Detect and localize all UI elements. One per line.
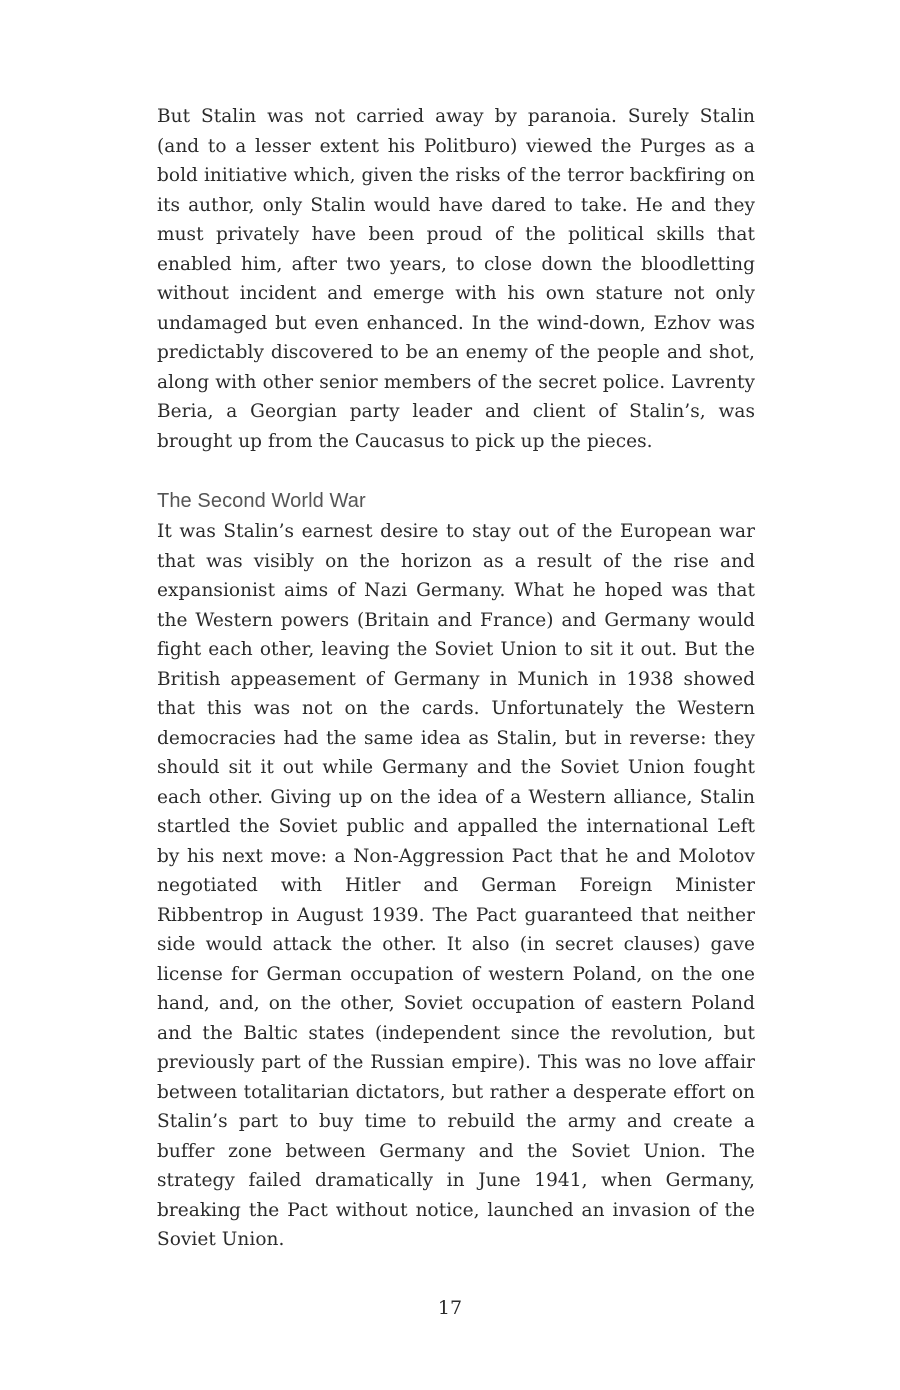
body-paragraph-purges: But Stalin was not carried away by paranoia. Surely Stalin (and to a lesser extent his Politburo) viewed the Purges as a bold initiative which, given the risks of the terror backfiring on its author, only Stalin would have dared to take. He and they must privately have been proud of the political skills that enabled him, after two years, to close down the bloodletting without incident and emerge with his own stature not only undamaged but even enhanced. In the wind-down, Ezhov was predictably discovered to be an enemy of the people and shot, along with other senior members of the secret police. Lavrenty Beria, a Georgian party leader and client of Stalin’s, was brought up from the Caucasus to pick up the pieces. bbox=[157, 106, 755, 452]
page-number: 17 bbox=[437, 1297, 463, 1319]
section-heading: The Second World War bbox=[157, 490, 366, 512]
text-column bbox=[157, 102, 755, 1255]
body-paragraph-second-world-war: It was Stalin’s earnest desire to stay out of the European war that was visibly on the horizon as a result of the rise and expansionist aims of Nazi Germany. What he hoped was that the Western powers (Britain and France) and Germany would fight each other, leaving the Soviet Union to sit it out. But the British appeasement of Germany in Munich in 1938 showed that this was not on the cards. Unfortunately the Western democracies had the same idea as Stalin, but in reverse: they should sit it out while Germany and the Soviet Union fought each other. Giving up on the idea of a Western alliance, Stalin startled the Soviet public and appalled the international Left by his next move: a Non-Aggression Pact that he and Molotov negotiated with Hitler and German Foreign Minister Ribbentrop in August 1939. The Pact guaranteed that neither side would attack the other. It also (in secret clauses) gave license for German occupation of western Poland, on the one hand, and, on the other, Soviet occupation of eastern Poland and the Baltic states (independent since the revolution, but previously part of the Russian empire). This was no love affair between totalitarian dictators, but rather a desperate effort on Stalin’s part to buy time to rebuild the army and create a buffer zone between Germany and the Soviet Union. The strategy failed dramatically in June 1941, when Germany, breaking the Pact without notice, launched an invasion of the Soviet Union. bbox=[157, 521, 755, 1250]
